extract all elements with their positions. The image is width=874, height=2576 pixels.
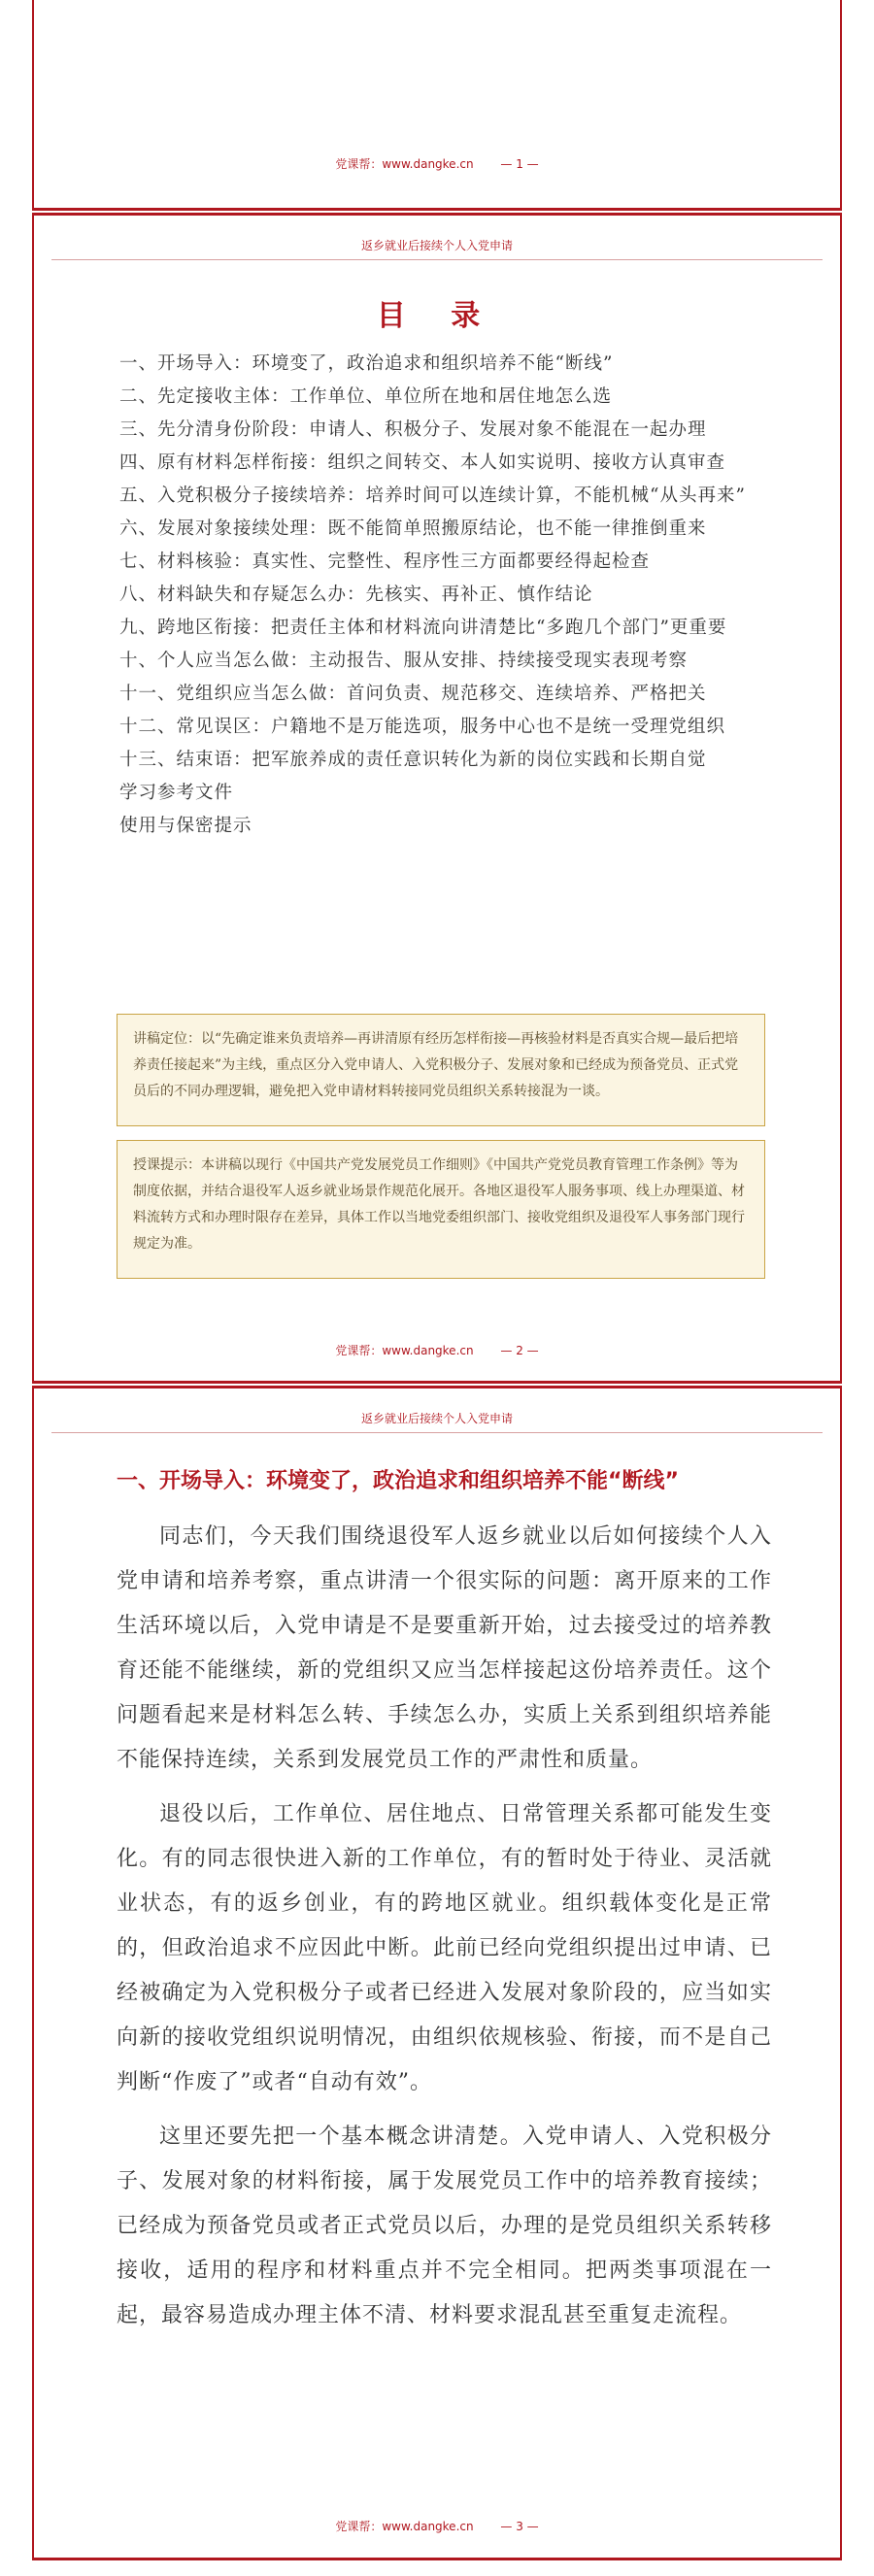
page-footer	[34, 2518, 840, 2534]
footer-site: 党课帮：www.dangke.cn	[335, 157, 474, 171]
page-footer	[34, 1342, 840, 1358]
toc-item[interactable]: 六、发展对象接续处理：既不能简单照搬原结论，也不能一律推倒重来	[119, 519, 707, 539]
toc-item[interactable]: 四、原有材料怎样衔接：组织之间转交、本人如实说明、接收方认真审查	[119, 452, 726, 473]
toc-item[interactable]: 十二、常见误区：户籍地不是万能选项，服务中心也不是统一受理党组织	[119, 717, 726, 737]
page-footer	[34, 155, 840, 172]
toc-item[interactable]: 十、个人应当怎么做：主动报告、服从安排、持续接受现实表现考察	[119, 651, 689, 671]
toc-item[interactable]: 一、开场导入：环境变了，政治追求和组织培养不能“断线”	[119, 353, 614, 374]
toc-item[interactable]: 五、入党积极分子接续培养：培养时间可以连续计算，不能机械“从头再来”	[119, 485, 746, 506]
toc-item[interactable]: 学习参考文件	[119, 783, 234, 803]
section-heading: 一、开场导入：环境变了，政治追求和组织培养不能“断线”	[117, 1469, 679, 1493]
page-number: — 3 —	[500, 2520, 539, 2533]
toc-item[interactable]: 八、材料缺失和存疑怎么办：先核实、再补正、慎作结论	[119, 585, 593, 605]
header-rule	[51, 1432, 823, 1433]
header-rule	[51, 259, 823, 260]
page-number: — 1 —	[500, 157, 539, 171]
toc-item[interactable]: 九、跨地区衔接：把责任主体和材料流向讲清楚比“多跑几个部门”更重要	[119, 618, 727, 638]
teaching-note: 授课提示：本讲稿以现行《中国共产党发展党员工作细则》《中国共产党党员教育管理工作条例》等为制度依据，并结合退役军人返乡就业场景作规范化展开。各地区退役军人服务事项、线上办理渠道、材料流转方式和办理时限存在差异，具体工作以当地党委组织部门、接收党组织及退役军人事务部门现行规定为准。	[117, 1140, 765, 1279]
toc-item[interactable]: 使用与保密提示	[119, 816, 252, 836]
footer-site: 党课帮：www.dangke.cn	[335, 1344, 474, 1357]
page-number: — 2 —	[500, 1344, 539, 1357]
body-paragraph: 退役以后，工作单位、居住地点、日常管理关系都可能发生变化。有的同志很快进入新的工作单位，有的暂时处于待业、灵活就业状态，有的返乡创业，有的跨地区就业。组织载体变化是正常的，但政治追求不应因此中断。此前已经向党组织提出过申请、已经被确定为入党积极分子或者已经进入发展对象阶段的，应当如实向新的接收党组织说明情况，由组织依规核验、衔接，而不是自己判断“作废了”或者“自动有效”。	[117, 1802, 772, 2094]
toc-item[interactable]: 十三、结束语：把军旅养成的责任意识转化为新的岗位实践和长期自觉	[119, 750, 707, 770]
page-3	[32, 1386, 842, 2560]
toc-item[interactable]: 十一、党组织应当怎么做：首问负责、规范移交、连续培养、严格把关	[119, 684, 707, 704]
running-head: 返乡就业后接续个人入党申请	[360, 239, 513, 252]
page-1	[32, 0, 842, 211]
toc-item[interactable]: 七、材料核验：真实性、完整性、程序性三方面都要经得起检查	[119, 552, 651, 572]
section-body	[117, 1515, 772, 2348]
running-head: 返乡就业后接续个人入党申请	[360, 1412, 513, 1425]
footer-site: 党课帮：www.dangke.cn	[335, 2520, 474, 2533]
body-paragraph: 同志们，今天我们围绕退役军人返乡就业以后如何接续个人入党申请和培养考察，重点讲清一个很实际的问题：离开原来的工作生活环境以后，入党申请是不是要重新开始，过去接受过的培养教育还能不能继续，新的党组织又应当怎样接起这份培养责任。这个问题看起来是材料怎么转、手续怎么办，实质上关系到组织培养能不能保持连续，关系到发展党员工作的严肃性和质量。	[117, 1524, 772, 1772]
page-2	[32, 213, 842, 1384]
toc-list	[119, 348, 762, 843]
positioning-note: 讲稿定位：以“先确定谁来负责培养—再讲清原有经历怎样衔接—再核验材料是否真实合规—最后把培养责任接起来”为主线，重点区分入党申请人、入党积极分子、发展对象和已经成为预备党员、正式党员后的不同办理逻辑，避免把入党申请材料转接同党员组织关系转接混为一谈。	[117, 1014, 765, 1126]
toc-title: 目 录	[376, 299, 498, 333]
toc-item[interactable]: 二、先定接收主体：工作单位、单位所在地和居住地怎么选	[119, 386, 613, 407]
toc-item[interactable]: 三、先分清身份阶段：申请人、积极分子、发展对象不能混在一起办理	[119, 419, 707, 440]
body-paragraph: 这里还要先把一个基本概念讲清楚。入党申请人、入党积极分子、发展对象的材料衔接，属于发展党员工作中的培养教育接续；已经成为预备党员或者正式党员以后，办理的是党员组织关系转移接收，适用的程序和材料重点并不完全相同。把两类事项混在一起，最容易造成办理主体不清、材料要求混乱甚至重复走流程。	[117, 2124, 772, 2327]
